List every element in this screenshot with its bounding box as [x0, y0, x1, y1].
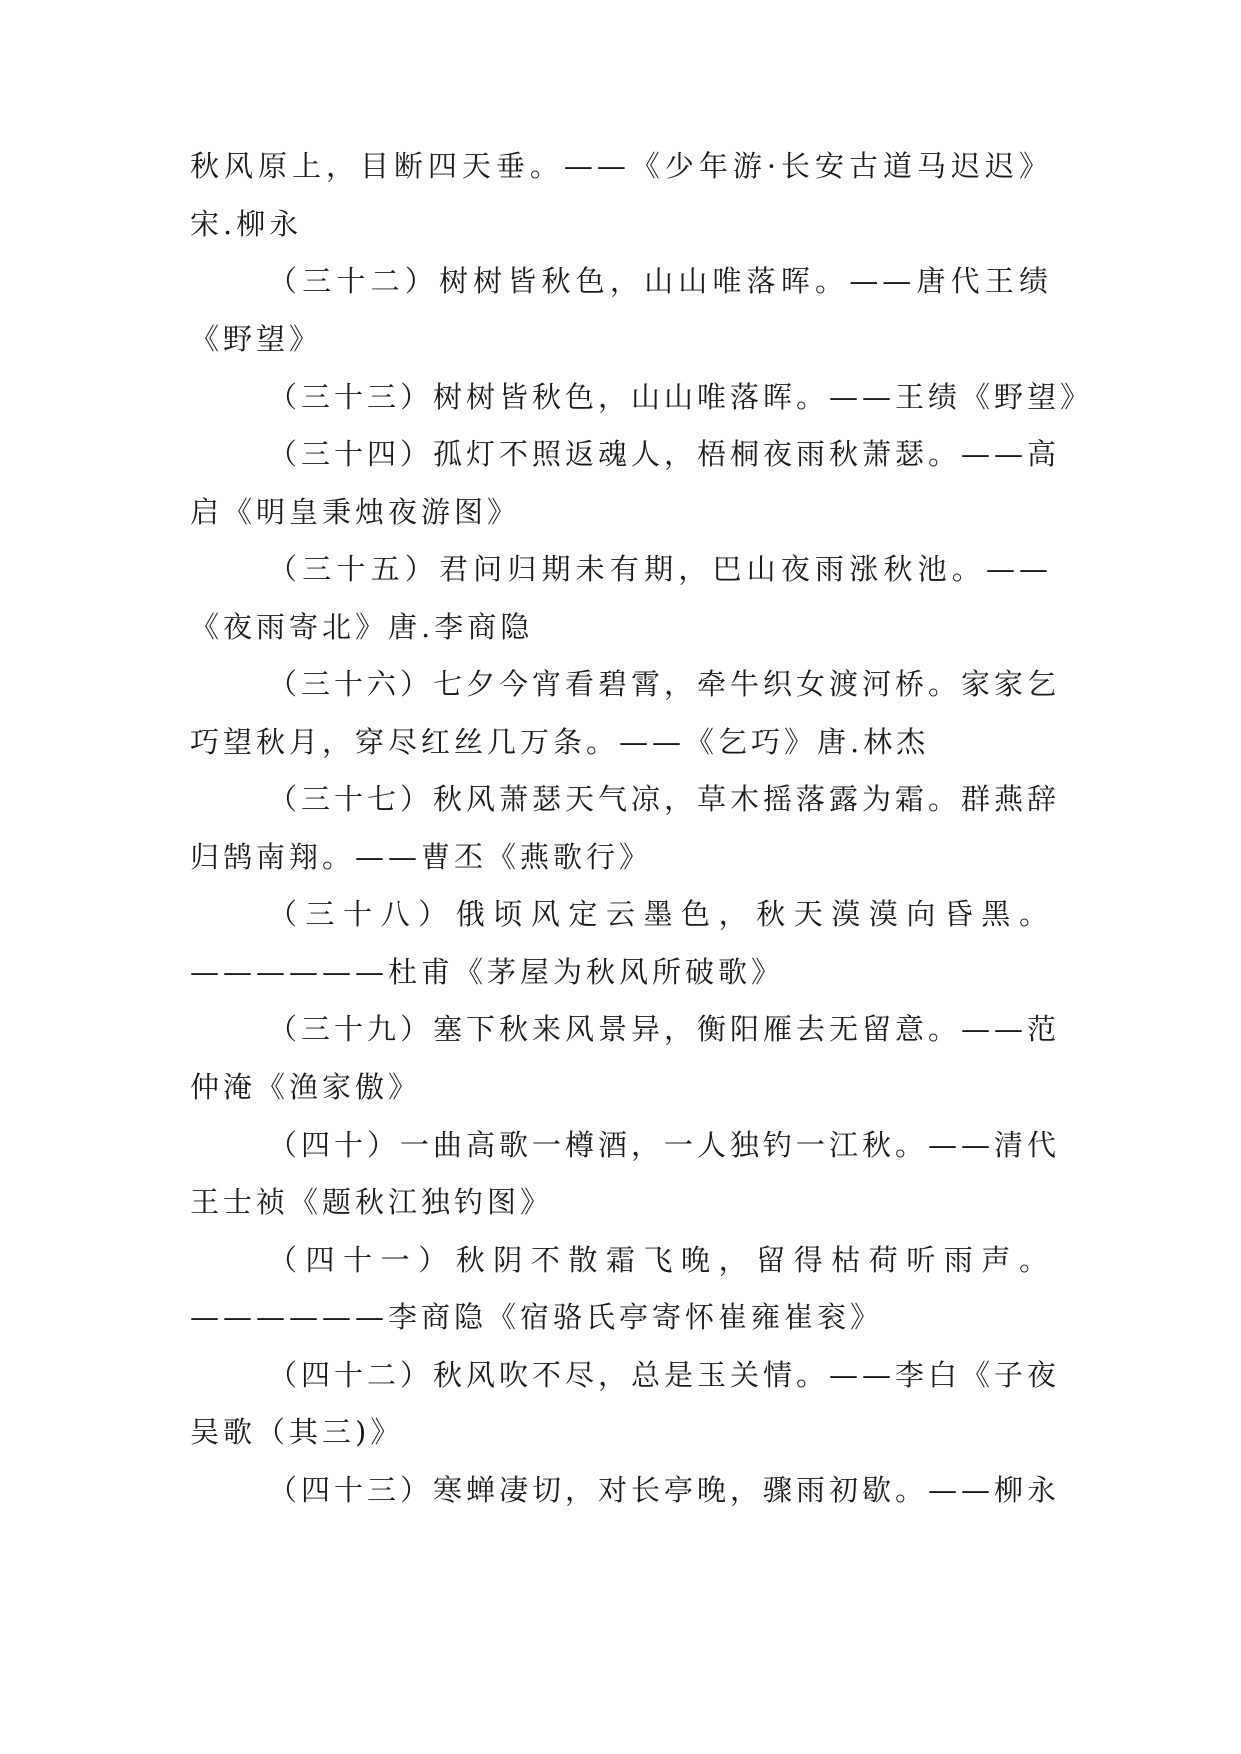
- text-line: ——————杜甫《茅屋为秋风所破歌》: [190, 955, 785, 989]
- text-line: （三十三）树树皆秋色，山山唯落晖。——王绩《野望》: [268, 380, 1094, 414]
- text-line: 《野望》: [190, 322, 323, 356]
- text-line: 归鹄南翔。——曹丕《燕歌行》: [190, 840, 653, 874]
- text-line: 王士祯《题秋江独钓图》: [190, 1185, 554, 1219]
- text-line: 宋.柳永: [190, 207, 303, 241]
- text-line: （四十一）秋阴不散霜飞晚，留得枯荷听雨声。: [268, 1243, 1052, 1277]
- text-line: 秋风原上，目断四天垂。——《少年游·长安古道马迟迟》: [190, 149, 1052, 183]
- text-line: （三十四）孤灯不照返魂人，梧桐夜雨秋萧瑟。——高: [268, 437, 1061, 471]
- text-line: 巧望秋月，穿尽红丝几万条。——《乞巧》唐.林杰: [190, 725, 930, 759]
- text-line: 仲淹《渔家傲》: [190, 1070, 422, 1104]
- text-line: 《夜雨寄北》唐.李商隐: [190, 610, 534, 644]
- text-line: （四十二）秋风吹不尽，总是玉关情。——李白《子夜: [268, 1358, 1061, 1392]
- text-line: （三十八）俄顷风定云墨色，秋天漠漠向昏黑。: [268, 897, 1052, 931]
- text-line: （三十六）七夕今宵看碧霄，牵牛织女渡河桥。家家乞: [268, 667, 1061, 701]
- text-line: （三十五）君问归期未有期，巴山夜雨涨秋池。——: [268, 552, 1052, 586]
- text-line: （三十二）树树皆秋色，山山唯落晖。——唐代王绩: [268, 264, 1052, 298]
- text-line: （三十七）秋风萧瑟天气凉，草木摇落露为霜。群燕辞: [268, 782, 1061, 816]
- text-line: ——————李商隐《宿骆氏亭寄怀崔雍崔衮》: [190, 1300, 884, 1334]
- text-line: （三十九）塞下秋来风景异，衡阳雁去无留意。——范: [268, 1012, 1061, 1046]
- text-line: （四十三）寒蝉凄切，对长亭晚，骤雨初歇。——柳永: [268, 1473, 1061, 1507]
- text-line: 启《明皇秉烛夜游图》: [190, 495, 521, 529]
- text-line: （四十）一曲高歌一樽酒，一人独钓一江秋。——清代: [268, 1128, 1061, 1162]
- text-line: 吴歌（其三)》: [190, 1415, 404, 1449]
